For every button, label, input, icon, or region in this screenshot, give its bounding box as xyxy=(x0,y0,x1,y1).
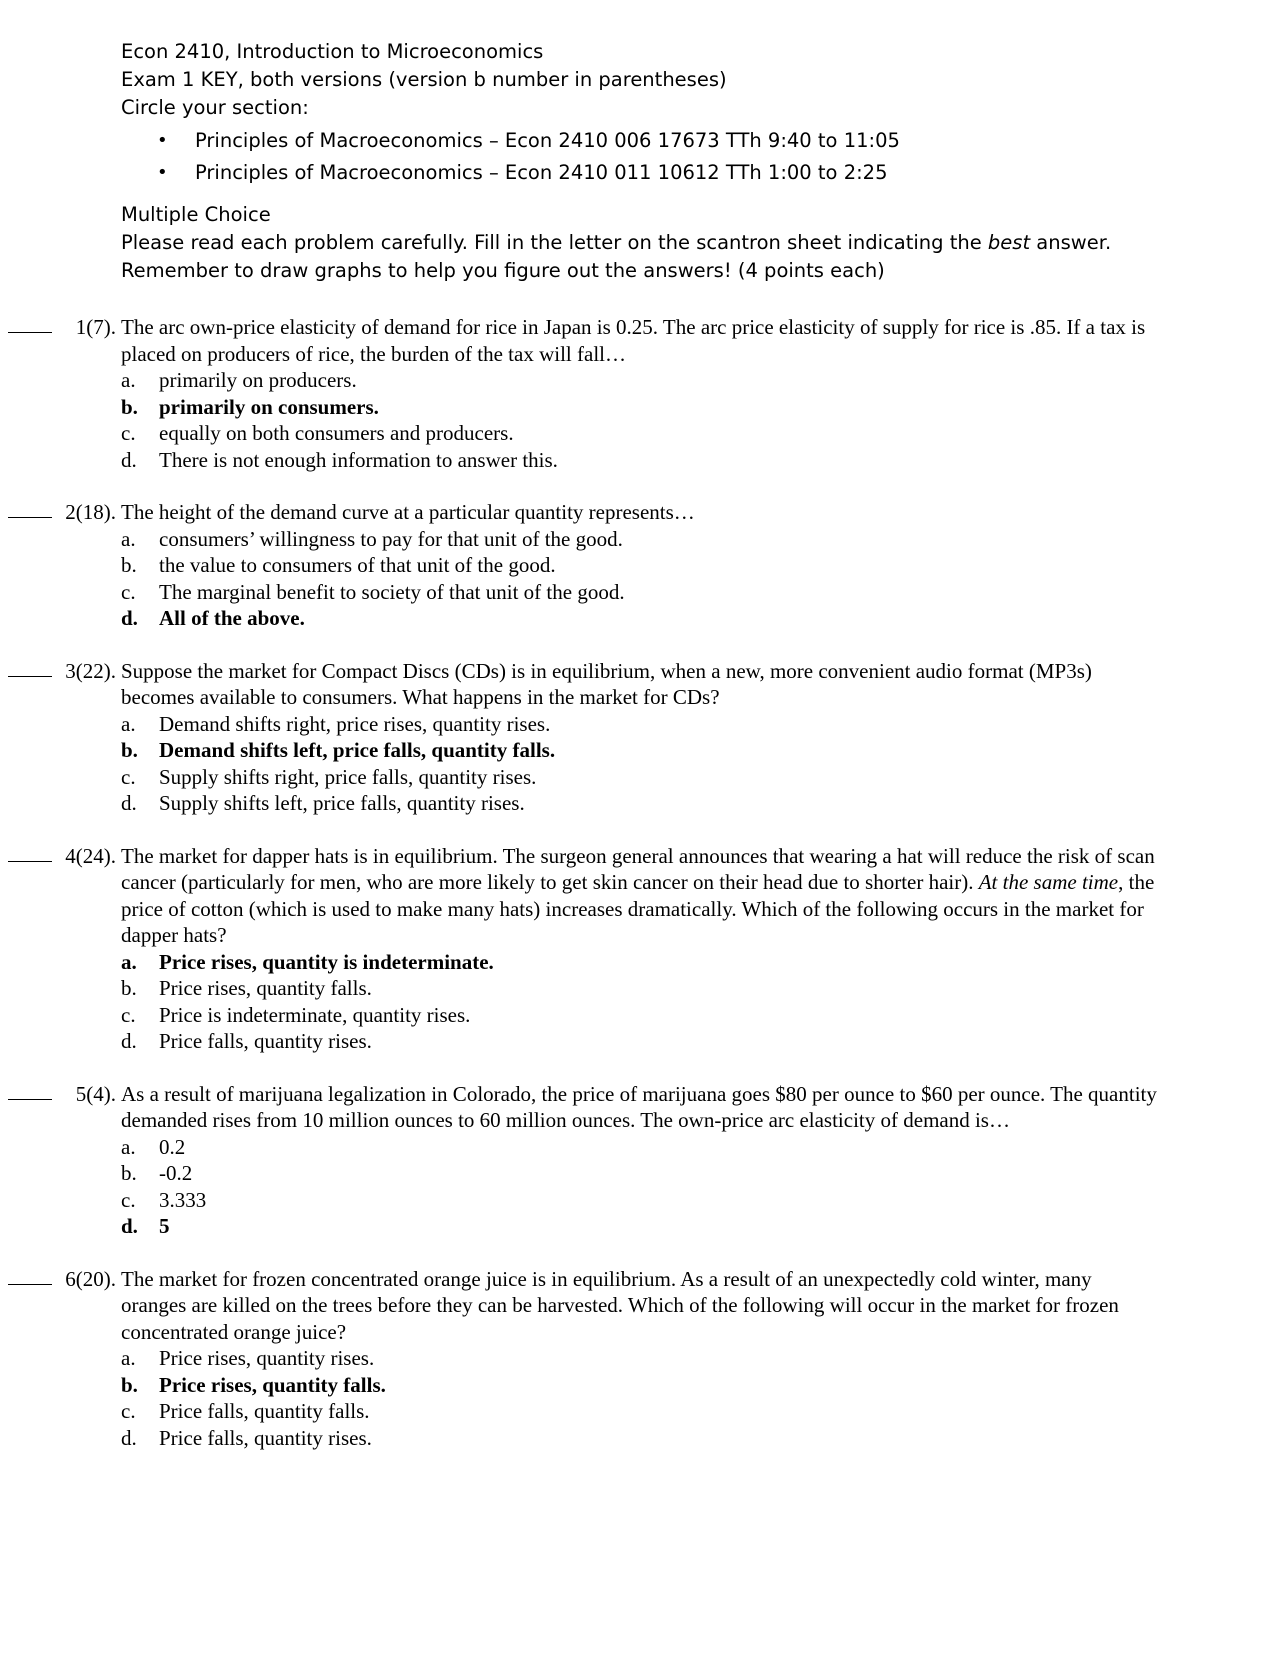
option xyxy=(121,526,1280,553)
question-text: The arc own-price elasticity of demand for rice in Japan is 0.25. The arc price elasticity of supply for rice is .85. If a tax is placed on producers of rice, the burden of the tax will fall… xyxy=(121,315,1146,366)
option-list xyxy=(0,711,1280,817)
option-text: -0.2 xyxy=(159,1161,193,1185)
instructions-line-1 xyxy=(121,229,1111,257)
question-text-emphasis: At the same time xyxy=(978,870,1119,894)
option-text: Demand shifts right, price rises, quantity rises. xyxy=(159,711,551,736)
option-text: Price rises, quantity falls. xyxy=(159,976,372,1000)
question-4 xyxy=(0,843,1280,1055)
question-number: 1(7). xyxy=(75,315,116,339)
option-letter: a. xyxy=(121,1346,136,1370)
option-text: Supply shifts right, price falls, quantity rises. xyxy=(159,764,537,789)
question-text xyxy=(121,843,1161,949)
option-letter: d. xyxy=(121,1214,138,1238)
section-text: Principles of Macroeconomics – Econ 2410 006 17673 TTh 9:40 to 11:05 xyxy=(195,129,900,152)
option xyxy=(121,737,1280,764)
option xyxy=(121,394,1280,421)
option xyxy=(121,447,1280,474)
option-text: 0.2 xyxy=(159,1134,186,1159)
question-list xyxy=(0,314,1280,1477)
question-5 xyxy=(0,1081,1280,1240)
option-text: All of the above. xyxy=(159,606,305,630)
section-item xyxy=(121,157,1111,189)
option xyxy=(121,1398,1280,1425)
option-text: the value to consumers of that unit of the good. xyxy=(159,553,556,577)
option xyxy=(121,1372,1280,1399)
question-number: 5(4). xyxy=(75,1081,116,1106)
option-letter: a. xyxy=(121,1134,136,1159)
option-letter: c. xyxy=(121,579,136,604)
option-list xyxy=(0,367,1280,473)
option-text: equally on both consumers and producers. xyxy=(159,421,514,445)
question-1 xyxy=(0,314,1280,473)
option-list xyxy=(0,1134,1280,1240)
question-number: 6(20). xyxy=(65,1266,116,1291)
option-list xyxy=(0,526,1280,632)
option-text: Price falls, quantity rises. xyxy=(159,1029,372,1053)
question-number: 3(22). xyxy=(65,658,116,683)
course-title: Econ 2410, Introduction to Microeconomics xyxy=(121,40,544,63)
option-text: 3.333 xyxy=(159,1187,207,1212)
option-letter: a. xyxy=(121,526,136,551)
option-letter: c. xyxy=(121,421,136,445)
section-text: Principles of Macroeconomics – Econ 2410 011 10612 TTh 1:00 to 2:25 xyxy=(195,161,888,184)
option-letter: a. xyxy=(121,949,137,974)
option-text: There is not enough information to answer this. xyxy=(159,447,558,472)
instructions xyxy=(121,201,1111,285)
option xyxy=(121,1187,1280,1214)
question-text: As a result of marijuana legalization in Colorado, the price of marijuana goes $80 per ounce to $60 per ounce. The quantity demanded rises from 10 million ounces to 60 million ounces. The own-price arc elasticity of demand is… xyxy=(121,1081,1157,1132)
question-head xyxy=(0,1081,1280,1134)
question-head xyxy=(0,499,1280,526)
option xyxy=(121,579,1280,606)
option xyxy=(121,764,1280,791)
instructions-emphasis: best xyxy=(987,231,1031,254)
option-text: Price rises, quantity rises. xyxy=(159,1346,375,1370)
option-text: Price falls, quantity rises. xyxy=(159,1425,372,1450)
instructions-title: Multiple Choice xyxy=(121,203,271,226)
option-list xyxy=(0,1345,1280,1451)
option xyxy=(121,790,1280,817)
option xyxy=(121,1160,1280,1187)
question-text-part: The market for dapper hats is in equilibrium. The surgeon general announces that wearing a hat will reduce the risk of scan cancer (particularly for men, who are more likely to get skin cancer on their head due to shorter hair). xyxy=(121,843,1155,894)
exam-header xyxy=(121,38,1111,285)
option xyxy=(121,1213,1280,1240)
circle-section-label: Circle your section: xyxy=(121,96,309,119)
option-letter: d. xyxy=(121,1425,137,1450)
instructions-line-2: Remember to draw graphs to help you figure out the answers! (4 points each) xyxy=(121,259,885,282)
option-letter: c. xyxy=(121,1399,136,1423)
bullet-icon: • xyxy=(157,162,168,183)
bullet-icon: • xyxy=(157,130,168,151)
option xyxy=(121,711,1280,738)
question-2 xyxy=(0,499,1280,632)
option xyxy=(121,420,1280,447)
option-text: Price rises, quantity falls. xyxy=(159,1372,386,1397)
option-text: The marginal benefit to society of that unit of the good. xyxy=(159,579,625,604)
option-list xyxy=(0,949,1280,1055)
option-text: consumers’ willingness to pay for that unit of the good. xyxy=(159,526,623,551)
option-text: primarily on consumers. xyxy=(159,394,379,419)
question-head xyxy=(0,1266,1280,1346)
option-letter: d. xyxy=(121,791,137,815)
question-3 xyxy=(0,658,1280,817)
option xyxy=(121,1002,1280,1029)
option xyxy=(121,1028,1280,1055)
option-letter: b. xyxy=(121,738,138,762)
option-text: 5 xyxy=(159,1214,170,1238)
option-text: Demand shifts left, price falls, quantity falls. xyxy=(159,738,556,762)
section-item xyxy=(121,125,1111,157)
option-letter: a. xyxy=(121,711,136,736)
question-head xyxy=(0,843,1280,949)
option-letter: b. xyxy=(121,1161,137,1185)
question-text: The height of the demand curve at a particular quantity represents… xyxy=(121,500,695,524)
option-letter: a. xyxy=(121,368,136,392)
instructions-text: answer. xyxy=(1030,231,1112,254)
option-letter: d. xyxy=(121,1029,137,1053)
question-number: 4(24). xyxy=(65,843,116,868)
question-text: Suppose the market for Compact Discs (CDs) is in equilibrium, when a new, more convenient audio format (MP3s) becomes available to consumers. What happens in the market for CDs? xyxy=(121,658,1092,709)
option xyxy=(121,1425,1280,1452)
question-head xyxy=(0,658,1280,711)
question-text-part: , the price of cotton (which is used to make many hats) increases dramatically. Which of the following occurs in the market for dapper hats? xyxy=(121,870,1155,947)
question-number: 2(18). xyxy=(65,500,116,524)
option xyxy=(121,1134,1280,1161)
option-letter: b. xyxy=(121,1372,138,1397)
option-letter: b. xyxy=(121,553,137,577)
option-letter: b. xyxy=(121,976,137,1000)
option xyxy=(121,552,1280,579)
option-text: primarily on producers. xyxy=(159,368,357,392)
option-letter: c. xyxy=(121,764,136,789)
question-6 xyxy=(0,1266,1280,1452)
option-letter: b. xyxy=(121,394,138,419)
option-letter: c. xyxy=(121,1187,136,1212)
option-text: Price rises, quantity is indeterminate. xyxy=(159,949,494,974)
question-text: The market for frozen concentrated orange juice is in equilibrium. As a result of an unexpectedly cold winter, many oranges are killed on the trees before they can be harvested. Which of the following will occur in the market for frozen concentrated orange juice? xyxy=(121,1266,1119,1344)
option xyxy=(121,1345,1280,1372)
option xyxy=(121,975,1280,1002)
option xyxy=(121,605,1280,632)
option-letter: d. xyxy=(121,606,138,630)
section-list xyxy=(121,125,1111,189)
option-text: Supply shifts left, price falls, quantity rises. xyxy=(159,791,525,815)
question-head xyxy=(0,314,1280,367)
instructions-text: Please read each problem carefully. Fill in the letter on the scantron sheet indicating the xyxy=(121,231,988,254)
exam-title: Exam 1 KEY, both versions (version b number in parentheses) xyxy=(121,68,727,91)
option-text: Price is indeterminate, quantity rises. xyxy=(159,1002,471,1027)
option xyxy=(121,949,1280,976)
option-letter: d. xyxy=(121,447,137,472)
option xyxy=(121,367,1280,394)
option-letter: c. xyxy=(121,1002,136,1027)
option-text: Price falls, quantity falls. xyxy=(159,1399,370,1423)
